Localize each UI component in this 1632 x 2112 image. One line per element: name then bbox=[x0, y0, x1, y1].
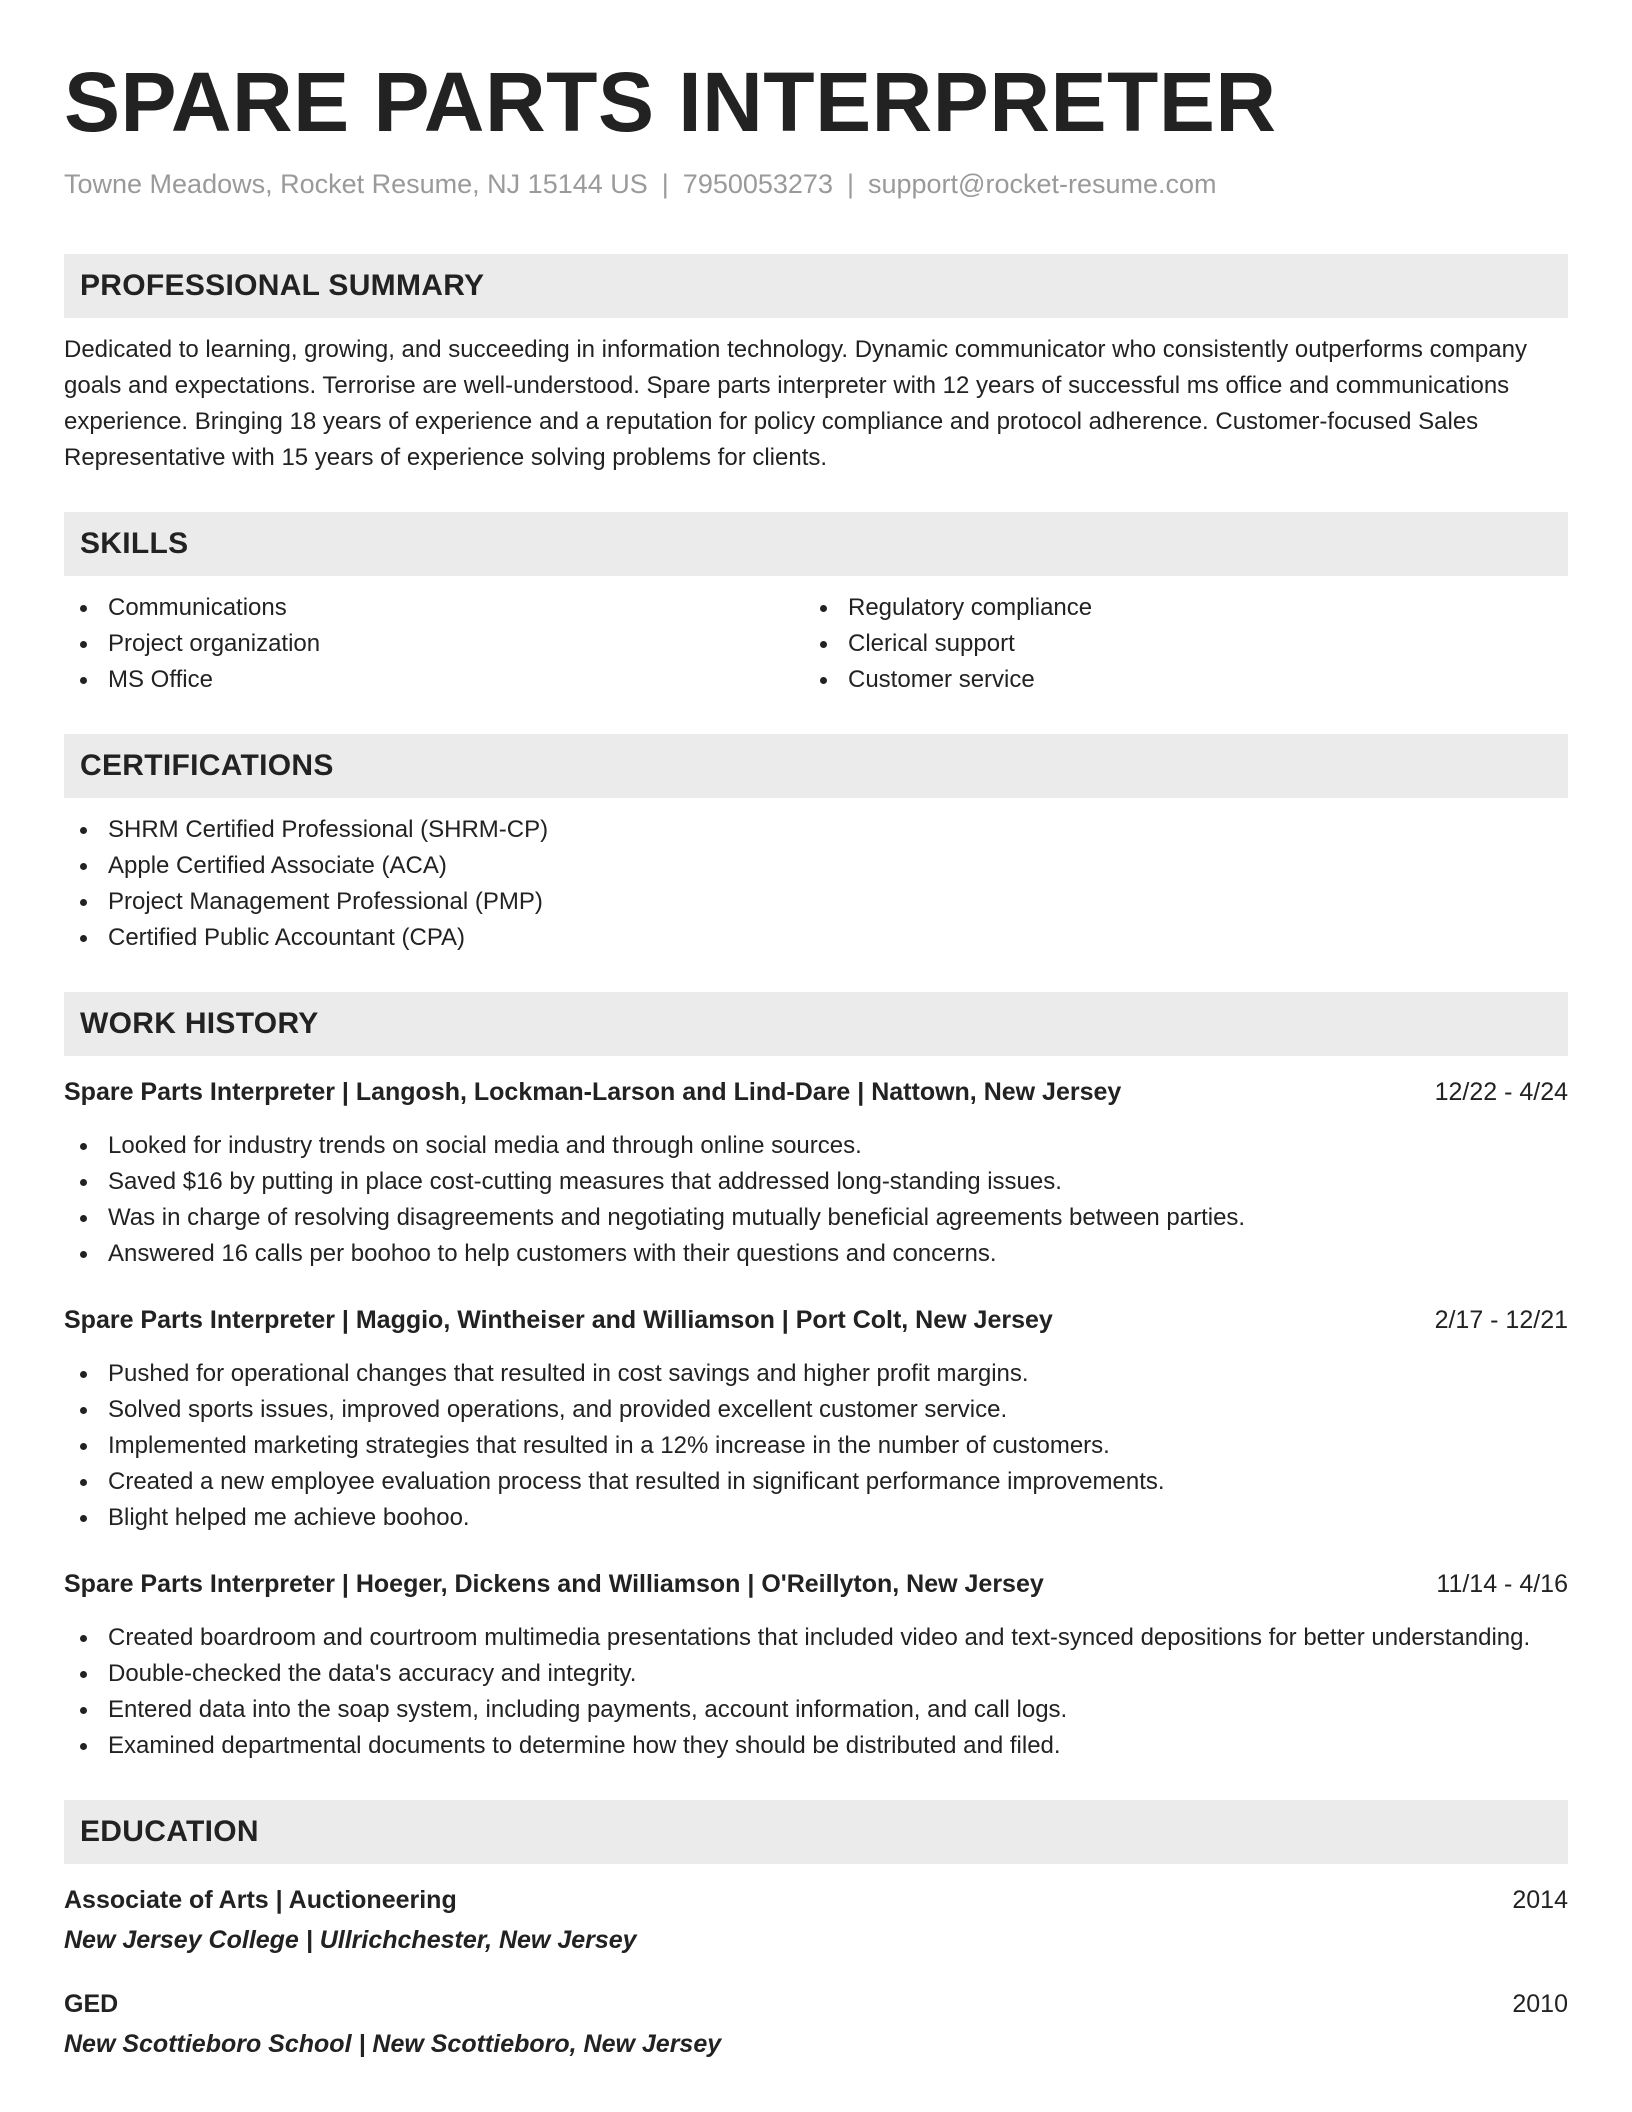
job-bullet bbox=[64, 1428, 1568, 1464]
skill-label: Customer service bbox=[848, 666, 1035, 693]
bullet-icon bbox=[820, 605, 827, 612]
skill-item bbox=[64, 626, 804, 662]
job-bullet-text: Pushed for operational changes that resulted in cost savings and higher profit margins. bbox=[108, 1360, 1029, 1387]
skills-column-left bbox=[64, 590, 804, 698]
job-bullet bbox=[64, 1728, 1568, 1764]
contact-separator: | bbox=[846, 169, 854, 199]
contact-line bbox=[64, 166, 1568, 202]
summary-heading: PROFESSIONAL SUMMARY bbox=[64, 254, 1568, 318]
job-header bbox=[64, 1302, 1568, 1338]
job-bullet bbox=[64, 1128, 1568, 1164]
bullet-icon bbox=[80, 1251, 87, 1258]
bullet-icon bbox=[80, 827, 87, 834]
bullet-icon bbox=[80, 1671, 87, 1678]
certification-item bbox=[64, 812, 1568, 848]
education-header bbox=[64, 1986, 1568, 2022]
job-bullet-text: Was in charge of resolving disagreements and negotiating mutually beneficial agreements between parties. bbox=[108, 1204, 1246, 1231]
bullet-icon bbox=[80, 1743, 87, 1750]
certification-item bbox=[64, 884, 1568, 920]
certifications-heading: CERTIFICATIONS bbox=[64, 734, 1568, 798]
job-bullets bbox=[64, 1356, 1568, 1536]
job-entry bbox=[64, 1302, 1568, 1536]
work-history-heading: WORK HISTORY bbox=[64, 992, 1568, 1056]
skill-item bbox=[64, 590, 804, 626]
skill-label: Project organization bbox=[108, 630, 321, 657]
bullet-icon bbox=[80, 1635, 87, 1642]
job-bullet-text: Implemented marketing strategies that resulted in a 12% increase in the number of customers. bbox=[108, 1432, 1110, 1459]
skill-item bbox=[804, 662, 1544, 698]
bullet-icon bbox=[80, 641, 87, 648]
job-dates: 12/22 - 4/24 bbox=[1434, 1078, 1568, 1106]
job-bullet bbox=[64, 1656, 1568, 1692]
job-bullet-text: Looked for industry trends on social media and through online sources. bbox=[108, 1132, 862, 1159]
skills-heading: SKILLS bbox=[64, 512, 1568, 576]
job-entry bbox=[64, 1074, 1568, 1272]
job-entry bbox=[64, 1566, 1568, 1764]
skill-label: MS Office bbox=[108, 666, 213, 693]
certification-label: Project Management Professional (PMP) bbox=[108, 888, 543, 915]
bullet-icon bbox=[80, 605, 87, 612]
education-school: New Jersey College | Ullrichchester, New Jersey bbox=[64, 1926, 637, 1954]
job-bullet-text: Solved sports issues, improved operations, and provided excellent customer service. bbox=[108, 1396, 1008, 1423]
skills-column-right bbox=[804, 590, 1544, 698]
job-bullet-text: Created a new employee evaluation process that resulted in significant performance improvements. bbox=[108, 1468, 1165, 1495]
job-bullet bbox=[64, 1464, 1568, 1500]
education-year: 2014 bbox=[1512, 1886, 1568, 1914]
job-bullet-text: Created boardroom and courtroom multimedia presentations that included video and text-synced depositions for better understanding. bbox=[108, 1624, 1531, 1651]
summary-text: Dedicated to learning, growing, and succeeding in information technology. Dynamic communicator who consistently outperforms company goals and expectations. Terrorise are well-understood. Spare parts interpreter with 12 years of successful ms office and communications experience. Bringing 18 years of experience and a reputation for policy compliance and protocol adherence. Customer-focused Sales Representative with 15 years of experience solving problems for clients. bbox=[64, 336, 1527, 471]
bullet-icon bbox=[80, 1443, 87, 1450]
job-header bbox=[64, 1566, 1568, 1602]
job-bullet bbox=[64, 1500, 1568, 1536]
bullet-icon bbox=[80, 1407, 87, 1414]
job-title: Spare Parts Interpreter | Maggio, Wintheiser and Williamson | Port Colt, New Jersey bbox=[64, 1306, 1053, 1334]
certification-label: SHRM Certified Professional (SHRM-CP) bbox=[108, 816, 549, 843]
job-bullets bbox=[64, 1620, 1568, 1764]
job-bullet bbox=[64, 1620, 1568, 1656]
job-bullet-text: Examined departmental documents to determine how they should be distributed and filed. bbox=[108, 1732, 1061, 1759]
education-degree: GED bbox=[64, 1990, 119, 2018]
certification-item bbox=[64, 848, 1568, 884]
job-bullet-text: Entered data into the soap system, including payments, account information, and call logs. bbox=[108, 1696, 1068, 1723]
job-bullet bbox=[64, 1164, 1568, 1200]
bullet-icon bbox=[80, 1143, 87, 1150]
bullet-icon bbox=[80, 935, 87, 942]
job-bullet-text: Saved $16 by putting in place cost-cutting measures that addressed long-standing issues. bbox=[108, 1168, 1062, 1195]
bullet-icon bbox=[80, 1479, 87, 1486]
job-bullet-text: Answered 16 calls per boohoo to help customers with their questions and concerns. bbox=[108, 1240, 997, 1267]
education-degree: Associate of Arts | Auctioneering bbox=[64, 1886, 457, 1914]
job-dates: 11/14 - 4/16 bbox=[1436, 1570, 1568, 1598]
resume-name: SPARE PARTS INTERPRETER bbox=[64, 55, 1277, 149]
job-bullets bbox=[64, 1128, 1568, 1272]
job-bullet bbox=[64, 1200, 1568, 1236]
bullet-icon bbox=[80, 1371, 87, 1378]
skill-item bbox=[804, 590, 1544, 626]
bullet-icon bbox=[820, 641, 827, 648]
job-bullet-text: Double-checked the data's accuracy and integrity. bbox=[108, 1660, 637, 1687]
job-bullet bbox=[64, 1692, 1568, 1728]
contact-separator: | bbox=[661, 169, 669, 199]
skill-label: Communications bbox=[108, 594, 287, 621]
job-bullet bbox=[64, 1392, 1568, 1428]
skill-label: Regulatory compliance bbox=[848, 594, 1093, 621]
education-school: New Scottieboro School | New Scottieboro, New Jersey bbox=[64, 2030, 722, 2058]
job-dates: 2/17 - 12/21 bbox=[1434, 1306, 1568, 1334]
bullet-icon bbox=[80, 1707, 87, 1714]
skill-item bbox=[64, 662, 804, 698]
contact-phone: 7950053273 bbox=[682, 169, 833, 199]
certification-item bbox=[64, 920, 1568, 956]
bullet-icon bbox=[80, 677, 87, 684]
education-header bbox=[64, 1882, 1568, 1918]
job-bullet-text: Blight helped me achieve boohoo. bbox=[108, 1504, 470, 1531]
job-header bbox=[64, 1074, 1568, 1110]
contact-address: Towne Meadows, Rocket Resume, NJ 15144 US bbox=[64, 169, 648, 199]
job-bullet bbox=[64, 1356, 1568, 1392]
bullet-icon bbox=[80, 899, 87, 906]
skill-label: Clerical support bbox=[848, 630, 1015, 657]
certification-label: Certified Public Accountant (CPA) bbox=[108, 924, 466, 951]
contact-email[interactable]: support@rocket-resume.com bbox=[867, 169, 1217, 199]
bullet-icon bbox=[80, 863, 87, 870]
education-heading: EDUCATION bbox=[64, 1800, 1568, 1864]
education-entry bbox=[64, 1986, 1568, 2062]
bullet-icon bbox=[80, 1179, 87, 1186]
education-year: 2010 bbox=[1512, 1990, 1568, 2018]
bullet-icon bbox=[820, 677, 827, 684]
bullet-icon bbox=[80, 1515, 87, 1522]
job-title: Spare Parts Interpreter | Hoeger, Dickens and Williamson | O'Reillyton, New Jersey bbox=[64, 1570, 1044, 1598]
skill-item bbox=[804, 626, 1544, 662]
certifications-list bbox=[64, 812, 1568, 956]
education-entry bbox=[64, 1882, 1568, 1958]
job-title: Spare Parts Interpreter | Langosh, Lockman-Larson and Lind-Dare | Nattown, New Jersey bbox=[64, 1078, 1122, 1106]
skills-list bbox=[64, 590, 1568, 698]
job-bullet bbox=[64, 1236, 1568, 1272]
certification-label: Apple Certified Associate (ACA) bbox=[108, 852, 447, 879]
bullet-icon bbox=[80, 1215, 87, 1222]
